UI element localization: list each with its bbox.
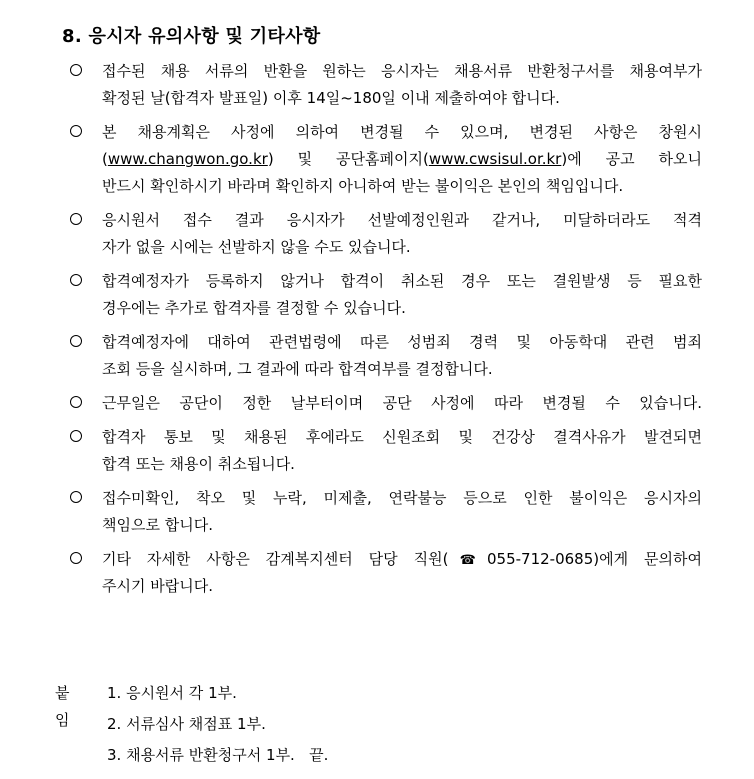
list-item (70, 424, 702, 478)
item-text: 근무일은 공단이 정한 날부터이며 공단 사정에 따라 변경될 수 있습니다. (102, 394, 702, 412)
item-text: 본 채용계획은 사정에 의하여 변경될 수 있으며, 변경된 사항은 창원시 (102, 123, 702, 141)
item-text: 접수미확인, 착오 및 누락, 미제출, 연락불능 등으로 인한 불이익은 응시자의 (102, 489, 702, 507)
item-text: 접수된 채용 서류의 반환을 원하는 응시자는 채용서류 반환청구서를 채용여부가 (102, 62, 702, 80)
circle-bullet-icon (70, 125, 82, 137)
circle-bullet-icon (70, 335, 82, 347)
item-text: 책임으로 합니다. (102, 516, 213, 534)
circle-bullet-icon (70, 491, 82, 503)
list-item (70, 119, 702, 200)
changwon-link[interactable]: www.changwon.go.kr (107, 150, 268, 168)
item-text: 합격예정자가 등록하지 않거나 합격이 취소된 경우 또는 결원발생 등 필요한 (102, 272, 702, 290)
attachment-item: 1. 응시원서 각 1부. (107, 684, 237, 702)
list-item (70, 546, 702, 600)
attachment-item: 2. 서류심사 채점표 1부. (107, 715, 266, 733)
circle-bullet-icon (70, 213, 82, 225)
item-text: 조회 등을 실시하며, 그 결과에 따라 합격여부를 결정합니다. (102, 360, 493, 378)
list-item (70, 485, 702, 539)
list-item (70, 207, 702, 261)
item-text: 합격 또는 채용이 취소됩니다. (102, 455, 295, 473)
item-text-with-phone (102, 546, 702, 573)
item-text: 기타 자세한 사항은 감계복지센터 담당 직원( (102, 550, 449, 568)
list-item (70, 390, 702, 417)
circle-bullet-icon (70, 396, 82, 408)
notice-list (70, 58, 702, 607)
item-text: 및 공단홈페이지( (297, 150, 429, 168)
phone-number: 055-712-0685 (487, 550, 594, 568)
item-text: 응시원서 접수 결과 응시자가 선발예정인원과 같거나, 미달하더라도 적격 (102, 211, 702, 229)
circle-bullet-icon (70, 274, 82, 286)
item-text: 합격예정자에 대하여 관련법령에 따른 성범죄 경력 및 아동학대 관련 범죄 (102, 333, 702, 351)
item-text: 경우에는 추가로 합격자를 결정할 수 있습니다. (102, 299, 406, 317)
item-text: 합격자 통보 및 채용된 후에라도 신원조회 및 건강상 결격사유가 발견되면 (102, 428, 702, 446)
list-item (70, 329, 702, 383)
attachments-label: 붙임 (55, 684, 70, 729)
item-text: 반드시 확인하시기 바라며 확인하지 아니하여 받는 불이익은 본인의 책임입니다. (102, 177, 624, 195)
circle-bullet-icon (70, 64, 82, 76)
circle-bullet-icon (70, 430, 82, 442)
attachment-item: 3. 채용서류 반환청구서 1부. 끝. (107, 746, 329, 764)
item-text: )에게 문의하여 (593, 550, 703, 568)
list-item (70, 58, 702, 112)
item-text: 자가 없을 시에는 선발하지 않을 수도 있습니다. (102, 238, 411, 256)
item-text: 확정된 날(합격자 발표일) 이후 14일~180일 이내 제출하여야 합니다. (102, 89, 560, 107)
list-item (70, 268, 702, 322)
cwsisul-link[interactable]: www.cwsisul.or.kr (428, 150, 562, 168)
attachments-list (107, 680, 507, 773)
circle-bullet-icon (70, 552, 82, 564)
item-text: 주시기 바랍니다. (102, 577, 213, 595)
item-text: )에 공고 하오니 (561, 150, 702, 168)
telephone-icon: ☎ (448, 553, 487, 568)
item-text-with-links: (www.changwon.go.kr) 및 공단홈페이지(www.cwsisul.or.kr)에 공고 하오니 (102, 150, 702, 168)
section-title: 8. 응시자 유의사항 및 기타사항 (62, 26, 321, 47)
